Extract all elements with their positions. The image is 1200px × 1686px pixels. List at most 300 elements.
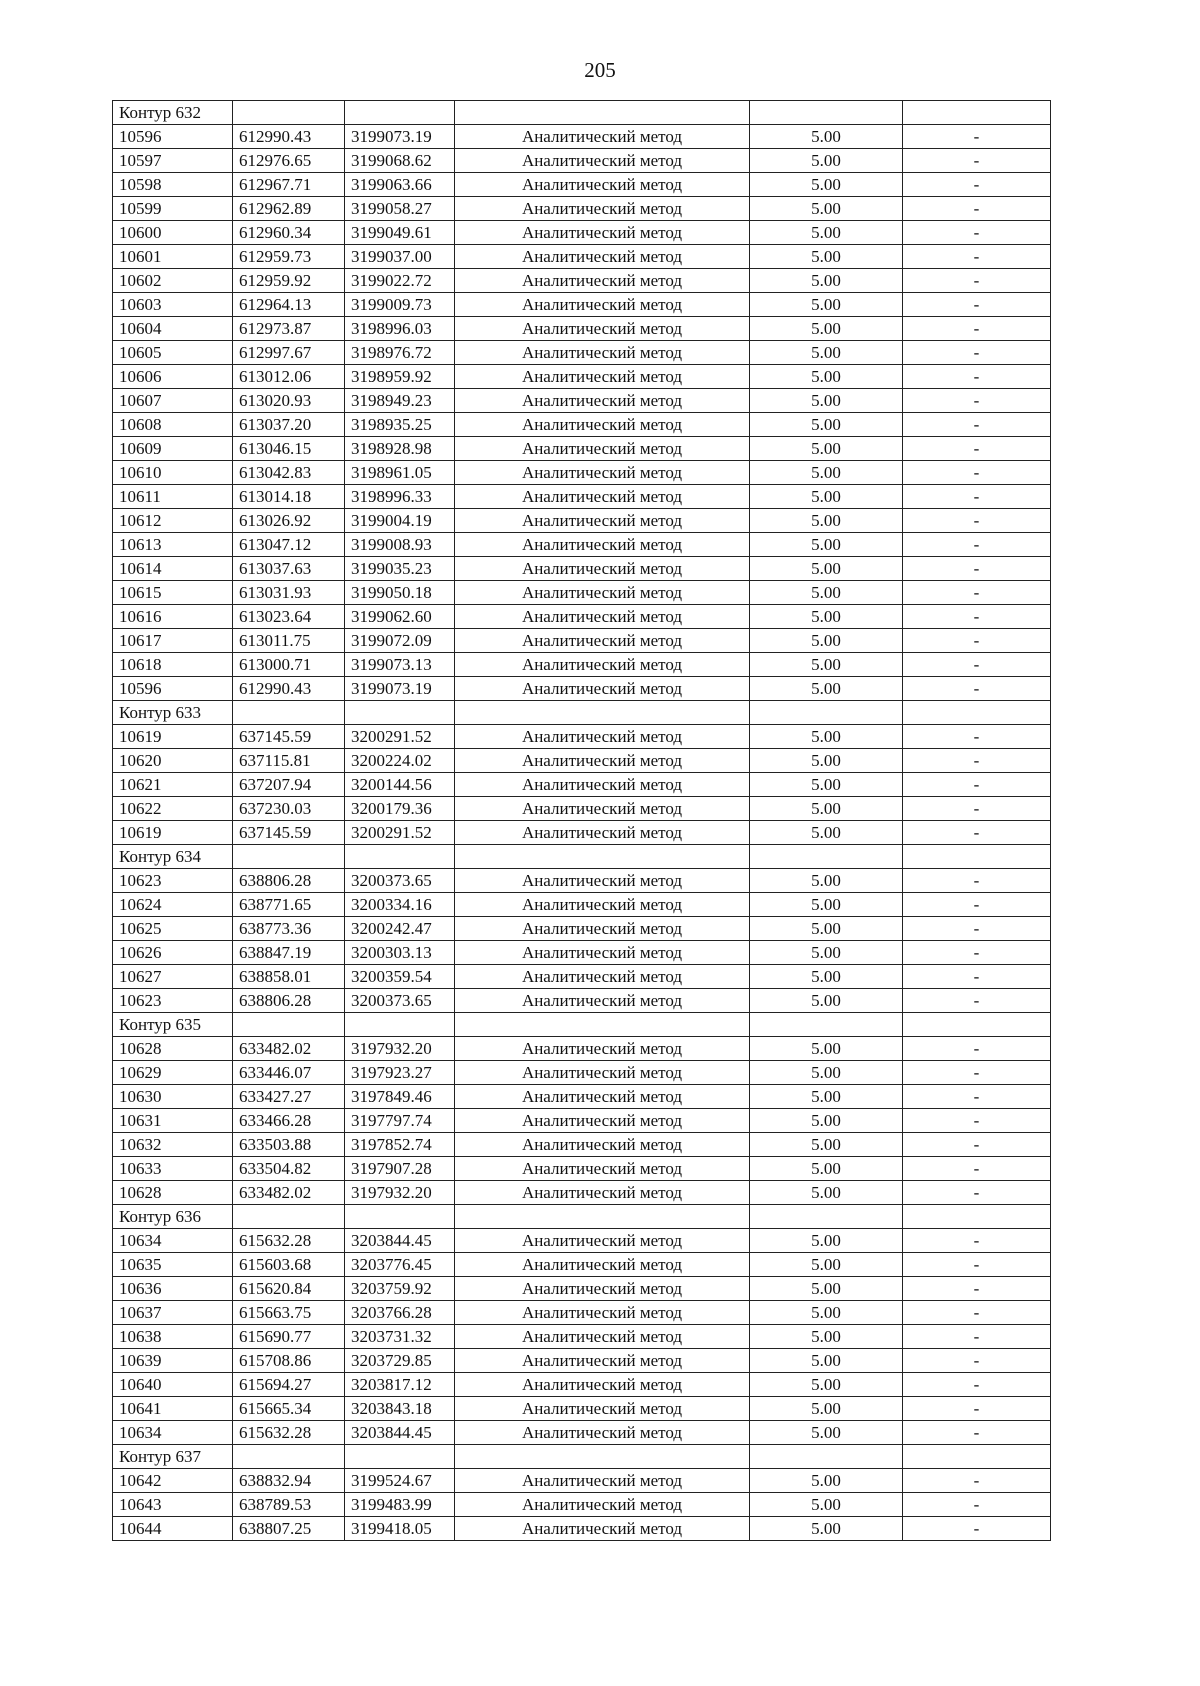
coordinates-table — [112, 100, 1051, 1541]
table-row — [113, 413, 1051, 437]
y-coordinate-cell: 3199049.61 — [345, 221, 455, 245]
empty-cell — [233, 845, 345, 869]
table-row — [113, 1397, 1051, 1421]
contour-label: Контур 636 — [113, 1205, 233, 1229]
empty-cell — [455, 845, 750, 869]
method-cell: Аналитический метод — [455, 1085, 750, 1109]
y-coordinate-cell: 3199072.09 — [345, 629, 455, 653]
point-number-cell: 10604 — [113, 317, 233, 341]
table-row — [113, 1253, 1051, 1277]
description-cell: - — [903, 1037, 1051, 1061]
precision-cell: 5.00 — [750, 773, 903, 797]
method-cell: Аналитический метод — [455, 149, 750, 173]
y-coordinate-cell: 3197852.74 — [345, 1133, 455, 1157]
y-coordinate-cell: 3200224.02 — [345, 749, 455, 773]
table-row — [113, 485, 1051, 509]
precision-cell: 5.00 — [750, 485, 903, 509]
empty-cell — [455, 1445, 750, 1469]
table-row — [113, 1229, 1051, 1253]
empty-cell — [750, 701, 903, 725]
empty-cell — [903, 101, 1051, 125]
precision-cell: 5.00 — [750, 317, 903, 341]
precision-cell: 5.00 — [750, 797, 903, 821]
x-coordinate-cell: 612967.71 — [233, 173, 345, 197]
y-coordinate-cell: 3199009.73 — [345, 293, 455, 317]
description-cell: - — [903, 413, 1051, 437]
point-number-cell: 10639 — [113, 1349, 233, 1373]
table-row — [113, 869, 1051, 893]
table-row — [113, 725, 1051, 749]
table-row — [113, 1493, 1051, 1517]
table-row — [113, 317, 1051, 341]
x-coordinate-cell: 633504.82 — [233, 1157, 345, 1181]
x-coordinate-cell: 637115.81 — [233, 749, 345, 773]
method-cell: Аналитический метод — [455, 1037, 750, 1061]
precision-cell: 5.00 — [750, 389, 903, 413]
contour-header-row — [113, 845, 1051, 869]
y-coordinate-cell: 3198996.03 — [345, 317, 455, 341]
precision-cell: 5.00 — [750, 749, 903, 773]
precision-cell: 5.00 — [750, 1325, 903, 1349]
precision-cell: 5.00 — [750, 1133, 903, 1157]
x-coordinate-cell: 633466.28 — [233, 1109, 345, 1133]
description-cell: - — [903, 125, 1051, 149]
point-number-cell: 10602 — [113, 269, 233, 293]
empty-cell — [233, 1445, 345, 1469]
y-coordinate-cell: 3199050.18 — [345, 581, 455, 605]
table-row — [113, 1325, 1051, 1349]
x-coordinate-cell: 613047.12 — [233, 533, 345, 557]
description-cell: - — [903, 1469, 1051, 1493]
point-number-cell: 10633 — [113, 1157, 233, 1181]
point-number-cell: 10623 — [113, 869, 233, 893]
method-cell: Аналитический метод — [455, 773, 750, 797]
x-coordinate-cell: 633482.02 — [233, 1181, 345, 1205]
coordinates-table-body — [113, 101, 1051, 1541]
method-cell: Аналитический метод — [455, 653, 750, 677]
table-row — [113, 749, 1051, 773]
table-row — [113, 1421, 1051, 1445]
point-number-cell: 10610 — [113, 461, 233, 485]
description-cell: - — [903, 509, 1051, 533]
method-cell: Аналитический метод — [455, 533, 750, 557]
description-cell: - — [903, 1157, 1051, 1181]
table-row — [113, 653, 1051, 677]
description-cell: - — [903, 1517, 1051, 1541]
table-row — [113, 917, 1051, 941]
point-number-cell: 10614 — [113, 557, 233, 581]
contour-label: Контур 633 — [113, 701, 233, 725]
description-cell: - — [903, 197, 1051, 221]
method-cell: Аналитический метод — [455, 893, 750, 917]
description-cell: - — [903, 821, 1051, 845]
precision-cell: 5.00 — [750, 293, 903, 317]
method-cell: Аналитический метод — [455, 485, 750, 509]
x-coordinate-cell: 612959.92 — [233, 269, 345, 293]
empty-cell — [233, 1013, 345, 1037]
x-coordinate-cell: 615632.28 — [233, 1421, 345, 1445]
table-row — [113, 965, 1051, 989]
method-cell: Аналитический метод — [455, 1133, 750, 1157]
method-cell: Аналитический метод — [455, 437, 750, 461]
method-cell: Аналитический метод — [455, 317, 750, 341]
contour-label: Контур 632 — [113, 101, 233, 125]
description-cell: - — [903, 941, 1051, 965]
y-coordinate-cell: 3199524.67 — [345, 1469, 455, 1493]
empty-cell — [903, 1013, 1051, 1037]
method-cell: Аналитический метод — [455, 605, 750, 629]
table-row — [113, 365, 1051, 389]
empty-cell — [903, 1205, 1051, 1229]
precision-cell: 5.00 — [750, 1517, 903, 1541]
table-row — [113, 797, 1051, 821]
point-number-cell: 10596 — [113, 125, 233, 149]
description-cell: - — [903, 269, 1051, 293]
precision-cell: 5.00 — [750, 1277, 903, 1301]
y-coordinate-cell: 3200291.52 — [345, 725, 455, 749]
empty-cell — [903, 845, 1051, 869]
description-cell: - — [903, 317, 1051, 341]
precision-cell: 5.00 — [750, 437, 903, 461]
y-coordinate-cell: 3203844.45 — [345, 1421, 455, 1445]
y-coordinate-cell: 3198928.98 — [345, 437, 455, 461]
method-cell: Аналитический метод — [455, 389, 750, 413]
point-number-cell: 10628 — [113, 1181, 233, 1205]
x-coordinate-cell: 638806.28 — [233, 989, 345, 1013]
y-coordinate-cell: 3199063.66 — [345, 173, 455, 197]
point-number-cell: 10636 — [113, 1277, 233, 1301]
table-row — [113, 461, 1051, 485]
page-number: 205 — [584, 58, 616, 82]
description-cell: - — [903, 605, 1051, 629]
x-coordinate-cell: 612973.87 — [233, 317, 345, 341]
point-number-cell: 10630 — [113, 1085, 233, 1109]
description-cell: - — [903, 1493, 1051, 1517]
precision-cell: 5.00 — [750, 653, 903, 677]
x-coordinate-cell: 615620.84 — [233, 1277, 345, 1301]
y-coordinate-cell: 3200179.36 — [345, 797, 455, 821]
description-cell: - — [903, 389, 1051, 413]
method-cell: Аналитический метод — [455, 341, 750, 365]
x-coordinate-cell: 612959.73 — [233, 245, 345, 269]
y-coordinate-cell: 3199022.72 — [345, 269, 455, 293]
y-coordinate-cell: 3199037.00 — [345, 245, 455, 269]
x-coordinate-cell: 615663.75 — [233, 1301, 345, 1325]
table-row — [113, 389, 1051, 413]
x-coordinate-cell: 613046.15 — [233, 437, 345, 461]
description-cell: - — [903, 869, 1051, 893]
y-coordinate-cell: 3198996.33 — [345, 485, 455, 509]
empty-cell — [233, 101, 345, 125]
description-cell: - — [903, 1085, 1051, 1109]
method-cell: Аналитический метод — [455, 989, 750, 1013]
method-cell: Аналитический метод — [455, 1109, 750, 1133]
table-row — [113, 581, 1051, 605]
y-coordinate-cell: 3203776.45 — [345, 1253, 455, 1277]
y-coordinate-cell: 3199073.19 — [345, 125, 455, 149]
point-number-cell: 10635 — [113, 1253, 233, 1277]
method-cell: Аналитический метод — [455, 197, 750, 221]
method-cell: Аналитический метод — [455, 1349, 750, 1373]
description-cell: - — [903, 1373, 1051, 1397]
empty-cell — [345, 1013, 455, 1037]
table-row — [113, 1517, 1051, 1541]
precision-cell: 5.00 — [750, 989, 903, 1013]
table-row — [113, 605, 1051, 629]
description-cell: - — [903, 1301, 1051, 1325]
contour-header-row — [113, 1205, 1051, 1229]
x-coordinate-cell: 613037.63 — [233, 557, 345, 581]
precision-cell: 5.00 — [750, 1373, 903, 1397]
empty-cell — [345, 1205, 455, 1229]
x-coordinate-cell: 612960.34 — [233, 221, 345, 245]
precision-cell: 5.00 — [750, 365, 903, 389]
table-row — [113, 437, 1051, 461]
y-coordinate-cell: 3199418.05 — [345, 1517, 455, 1541]
point-number-cell: 10624 — [113, 893, 233, 917]
description-cell: - — [903, 1133, 1051, 1157]
y-coordinate-cell: 3200373.65 — [345, 989, 455, 1013]
point-number-cell: 10612 — [113, 509, 233, 533]
table-row — [113, 1157, 1051, 1181]
method-cell: Аналитический метод — [455, 293, 750, 317]
y-coordinate-cell: 3203766.28 — [345, 1301, 455, 1325]
y-coordinate-cell: 3203729.85 — [345, 1349, 455, 1373]
point-number-cell: 10611 — [113, 485, 233, 509]
point-number-cell: 10627 — [113, 965, 233, 989]
description-cell: - — [903, 485, 1051, 509]
x-coordinate-cell: 615694.27 — [233, 1373, 345, 1397]
table-row — [113, 341, 1051, 365]
y-coordinate-cell: 3200373.65 — [345, 869, 455, 893]
point-number-cell: 10629 — [113, 1061, 233, 1085]
precision-cell: 5.00 — [750, 1037, 903, 1061]
x-coordinate-cell: 638807.25 — [233, 1517, 345, 1541]
table-row — [113, 1373, 1051, 1397]
method-cell: Аналитический метод — [455, 125, 750, 149]
table-row — [113, 197, 1051, 221]
x-coordinate-cell: 615665.34 — [233, 1397, 345, 1421]
point-number-cell: 10637 — [113, 1301, 233, 1325]
precision-cell: 5.00 — [750, 461, 903, 485]
point-number-cell: 10625 — [113, 917, 233, 941]
precision-cell: 5.00 — [750, 725, 903, 749]
description-cell: - — [903, 293, 1051, 317]
y-coordinate-cell: 3200144.56 — [345, 773, 455, 797]
method-cell: Аналитический метод — [455, 173, 750, 197]
method-cell: Аналитический метод — [455, 869, 750, 893]
y-coordinate-cell: 3197923.27 — [345, 1061, 455, 1085]
point-number-cell: 10628 — [113, 1037, 233, 1061]
point-number-cell: 10613 — [113, 533, 233, 557]
precision-cell: 5.00 — [750, 677, 903, 701]
table-row — [113, 1469, 1051, 1493]
description-cell: - — [903, 365, 1051, 389]
x-coordinate-cell: 638806.28 — [233, 869, 345, 893]
x-coordinate-cell: 613014.18 — [233, 485, 345, 509]
table-row — [113, 677, 1051, 701]
x-coordinate-cell: 637207.94 — [233, 773, 345, 797]
empty-cell — [455, 101, 750, 125]
description-cell: - — [903, 797, 1051, 821]
empty-cell — [903, 701, 1051, 725]
point-number-cell: 10623 — [113, 989, 233, 1013]
table-row — [113, 509, 1051, 533]
table-row — [113, 221, 1051, 245]
method-cell: Аналитический метод — [455, 1421, 750, 1445]
x-coordinate-cell: 615708.86 — [233, 1349, 345, 1373]
precision-cell: 5.00 — [750, 413, 903, 437]
description-cell: - — [903, 1061, 1051, 1085]
precision-cell: 5.00 — [750, 821, 903, 845]
point-number-cell: 10640 — [113, 1373, 233, 1397]
method-cell: Аналитический метод — [455, 1493, 750, 1517]
x-coordinate-cell: 613000.71 — [233, 653, 345, 677]
precision-cell: 5.00 — [750, 509, 903, 533]
contour-header-row — [113, 1445, 1051, 1469]
y-coordinate-cell: 3199483.99 — [345, 1493, 455, 1517]
precision-cell: 5.00 — [750, 1397, 903, 1421]
method-cell: Аналитический метод — [455, 413, 750, 437]
point-number-cell: 10605 — [113, 341, 233, 365]
empty-cell — [750, 1205, 903, 1229]
method-cell: Аналитический метод — [455, 1157, 750, 1181]
method-cell: Аналитический метод — [455, 1397, 750, 1421]
table-row — [113, 125, 1051, 149]
x-coordinate-cell: 612964.13 — [233, 293, 345, 317]
x-coordinate-cell: 637145.59 — [233, 725, 345, 749]
method-cell: Аналитический метод — [455, 725, 750, 749]
x-coordinate-cell: 637145.59 — [233, 821, 345, 845]
precision-cell: 5.00 — [750, 581, 903, 605]
table-row — [113, 1133, 1051, 1157]
description-cell: - — [903, 1397, 1051, 1421]
point-number-cell: 10599 — [113, 197, 233, 221]
y-coordinate-cell: 3199073.13 — [345, 653, 455, 677]
method-cell: Аналитический метод — [455, 1061, 750, 1085]
precision-cell: 5.00 — [750, 245, 903, 269]
x-coordinate-cell: 612976.65 — [233, 149, 345, 173]
point-number-cell: 10600 — [113, 221, 233, 245]
point-number-cell: 10619 — [113, 821, 233, 845]
empty-cell — [750, 845, 903, 869]
description-cell: - — [903, 245, 1051, 269]
precision-cell: 5.00 — [750, 173, 903, 197]
precision-cell: 5.00 — [750, 893, 903, 917]
empty-cell — [750, 101, 903, 125]
precision-cell: 5.00 — [750, 221, 903, 245]
y-coordinate-cell: 3199073.19 — [345, 677, 455, 701]
x-coordinate-cell: 633482.02 — [233, 1037, 345, 1061]
x-coordinate-cell: 613042.83 — [233, 461, 345, 485]
description-cell: - — [903, 149, 1051, 173]
description-cell: - — [903, 437, 1051, 461]
point-number-cell: 10607 — [113, 389, 233, 413]
x-coordinate-cell: 633503.88 — [233, 1133, 345, 1157]
point-number-cell: 10609 — [113, 437, 233, 461]
description-cell: - — [903, 917, 1051, 941]
point-number-cell: 10622 — [113, 797, 233, 821]
y-coordinate-cell: 3199068.62 — [345, 149, 455, 173]
x-coordinate-cell: 613011.75 — [233, 629, 345, 653]
y-coordinate-cell: 3203731.32 — [345, 1325, 455, 1349]
point-number-cell: 10631 — [113, 1109, 233, 1133]
y-coordinate-cell: 3197849.46 — [345, 1085, 455, 1109]
description-cell: - — [903, 557, 1051, 581]
point-number-cell: 10598 — [113, 173, 233, 197]
empty-cell — [455, 701, 750, 725]
precision-cell: 5.00 — [750, 1229, 903, 1253]
precision-cell: 5.00 — [750, 965, 903, 989]
y-coordinate-cell: 3198959.92 — [345, 365, 455, 389]
y-coordinate-cell: 3197797.74 — [345, 1109, 455, 1133]
method-cell: Аналитический метод — [455, 1373, 750, 1397]
y-coordinate-cell: 3199004.19 — [345, 509, 455, 533]
description-cell: - — [903, 461, 1051, 485]
table-row — [113, 1085, 1051, 1109]
point-number-cell: 10601 — [113, 245, 233, 269]
description-cell: - — [903, 629, 1051, 653]
description-cell: - — [903, 173, 1051, 197]
y-coordinate-cell: 3197907.28 — [345, 1157, 455, 1181]
table-row — [113, 269, 1051, 293]
description-cell: - — [903, 965, 1051, 989]
x-coordinate-cell: 613026.92 — [233, 509, 345, 533]
x-coordinate-cell: 638773.36 — [233, 917, 345, 941]
empty-cell — [345, 701, 455, 725]
contour-label: Контур 635 — [113, 1013, 233, 1037]
y-coordinate-cell: 3203817.12 — [345, 1373, 455, 1397]
description-cell: - — [903, 653, 1051, 677]
method-cell: Аналитический метод — [455, 557, 750, 581]
y-coordinate-cell: 3203843.18 — [345, 1397, 455, 1421]
table-row — [113, 557, 1051, 581]
empty-cell — [455, 1205, 750, 1229]
method-cell: Аналитический метод — [455, 821, 750, 845]
method-cell: Аналитический метод — [455, 797, 750, 821]
x-coordinate-cell: 612990.43 — [233, 125, 345, 149]
x-coordinate-cell: 638771.65 — [233, 893, 345, 917]
table-row — [113, 1181, 1051, 1205]
x-coordinate-cell: 633427.27 — [233, 1085, 345, 1109]
method-cell: Аналитический метод — [455, 1277, 750, 1301]
point-number-cell: 10618 — [113, 653, 233, 677]
table-row — [113, 821, 1051, 845]
description-cell: - — [903, 749, 1051, 773]
method-cell: Аналитический метод — [455, 629, 750, 653]
method-cell: Аналитический метод — [455, 365, 750, 389]
point-number-cell: 10632 — [113, 1133, 233, 1157]
method-cell: Аналитический метод — [455, 749, 750, 773]
x-coordinate-cell: 612962.89 — [233, 197, 345, 221]
method-cell: Аналитический метод — [455, 1301, 750, 1325]
description-cell: - — [903, 341, 1051, 365]
point-number-cell: 10619 — [113, 725, 233, 749]
x-coordinate-cell: 613031.93 — [233, 581, 345, 605]
precision-cell: 5.00 — [750, 1253, 903, 1277]
empty-cell — [345, 1445, 455, 1469]
table-row — [113, 149, 1051, 173]
x-coordinate-cell: 633446.07 — [233, 1061, 345, 1085]
x-coordinate-cell: 638858.01 — [233, 965, 345, 989]
precision-cell: 5.00 — [750, 269, 903, 293]
method-cell: Аналитический метод — [455, 1253, 750, 1277]
y-coordinate-cell: 3200291.52 — [345, 821, 455, 845]
empty-cell — [233, 1205, 345, 1229]
precision-cell: 5.00 — [750, 1061, 903, 1085]
description-cell: - — [903, 1181, 1051, 1205]
point-number-cell: 10621 — [113, 773, 233, 797]
